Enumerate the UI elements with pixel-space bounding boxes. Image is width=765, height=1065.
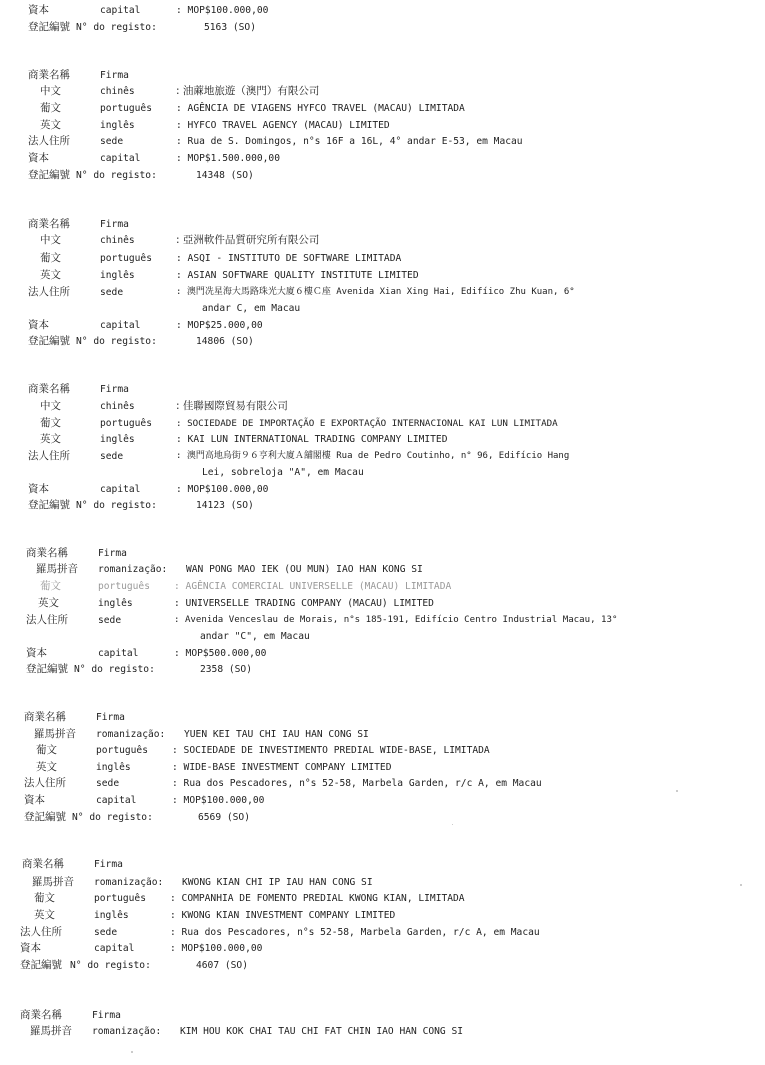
firma-label-zh: 商業名稱 — [28, 69, 70, 81]
portugues-label-zh: 葡文 — [40, 580, 61, 592]
romanized-name: KIM HOU KOK CHAI TAU CHI FAT CHIN IAO HAN CONG SI — [180, 1026, 464, 1037]
registo-label-pt: N° do registo: — [70, 960, 151, 971]
portugues-label-zh: 葡文 — [36, 744, 57, 756]
registo-value: 4607 (SO) — [196, 960, 248, 971]
ingles-label-zh: 英文 — [40, 433, 61, 445]
romanizacao-label-pt: romanização: — [96, 729, 166, 740]
english-name: : UNIVERSELLE TRADING COMPANY (MACAU) LIMITED — [174, 598, 434, 609]
registo-label-zh: 登記編號 — [24, 811, 66, 823]
portugues-label-pt: português — [100, 418, 152, 429]
sede-label-zh: 法人住所 — [28, 135, 70, 147]
registo-value: 2358 (SO) — [200, 664, 252, 675]
firma-label-pt: Firma — [100, 384, 129, 395]
sede-value: : 澳門高地烏街９６亨利大廈Ａ舖閣樓 Rua de Pedro Coutinho, n° 96, Edifício Hang — [176, 451, 570, 461]
chines-label-pt: chinês — [100, 401, 135, 412]
chinese-name: : 佳聯國際貿易有限公司 — [176, 400, 288, 412]
firma-label-pt: Firma — [100, 70, 129, 81]
chines-label-zh: 中文 — [40, 234, 61, 246]
romanized-name: YUEN KEI TAU CHI IAU HAN CONG SI — [184, 729, 369, 740]
romanizacao-label-pt: romanização: — [94, 877, 164, 888]
capital-value: : MOP$100.000,00 — [170, 943, 263, 954]
romanizacao-label-zh: 羅馬拼音 — [32, 876, 74, 888]
capital-label-pt: capital — [100, 484, 141, 495]
registo-label-pt: N° do registo: — [72, 812, 153, 823]
romanizacao-label-pt: romanização: — [98, 564, 168, 575]
sede-label-zh: 法人住所 — [20, 926, 62, 938]
ingles-label-zh: 英文 — [36, 761, 57, 773]
portugues-label-pt: português — [100, 103, 152, 114]
portuguese-name: : SOCIEDADE DE INVESTIMENTO PREDIAL WIDE-BASE, LIMITADA — [172, 745, 490, 756]
portugues-label-pt: português — [100, 253, 152, 264]
scan-speck — [131, 1051, 133, 1053]
portugues-label-zh: 葡文 — [40, 102, 61, 114]
english-name: : KWONG KIAN INVESTMENT COMPANY LIMITED — [170, 910, 396, 921]
sede-label-pt: sede — [100, 451, 124, 462]
firma-label-pt: Firma — [92, 1010, 121, 1021]
sede-value: : Rua de S. Domingos, n°s 16F a 16L, 4° andar E-53, em Macau — [176, 136, 523, 147]
ingles-label-zh: 英文 — [40, 119, 61, 131]
english-name: : WIDE-BASE INVESTMENT COMPANY LIMITED — [172, 762, 392, 773]
sede-label-pt: sede — [96, 778, 120, 789]
ingles-label-zh: 英文 — [38, 597, 59, 609]
english-name: : HYFCO TRAVEL AGENCY (MACAU) LIMITED — [176, 120, 390, 131]
ingles-label-pt: inglês — [98, 598, 133, 609]
chinese-name: : 亞洲軟件品質研究所有限公司 — [176, 234, 320, 246]
registo-label-zh: 登記編號 — [28, 499, 70, 511]
portuguese-name: : ASQI - INSTITUTO DE SOFTWARE LIMITADA — [176, 253, 402, 264]
registo-label-pt: N° do registo: — [76, 336, 157, 347]
firma-label-pt: Firma — [98, 548, 127, 559]
romanizacao-label-zh: 羅馬拼音 — [30, 1025, 72, 1037]
registo-label-zh: 登記編號 — [26, 663, 68, 675]
registo-label-zh: 登記編號 — [20, 959, 62, 971]
registo-label-pt: N° do registo: — [76, 22, 157, 33]
firma-label-zh: 商業名稱 — [28, 218, 70, 230]
capital-value: : MOP$25.000,00 — [176, 320, 263, 331]
capital-label-zh: 資本 — [20, 942, 41, 954]
ingles-label-pt: inglês — [100, 120, 135, 131]
ingles-label-pt: inglês — [100, 270, 135, 281]
ingles-label-pt: inglês — [96, 762, 131, 773]
capital-label-zh: 資本 — [28, 483, 49, 495]
scan-speck — [740, 884, 742, 886]
romanizacao-label-zh: 羅馬拼音 — [36, 563, 78, 575]
firma-label-zh: 商業名稱 — [26, 547, 68, 559]
romanizacao-label-pt: romanização: — [92, 1026, 162, 1037]
sede-label-zh: 法人住所 — [24, 777, 66, 789]
registo-value: 6569 (SO) — [198, 812, 250, 823]
sede-label-pt: sede — [100, 136, 124, 147]
ingles-label-pt: inglês — [100, 434, 135, 445]
sede-value: : 澳門冼星海大馬路珠光大廈６樓Ｃ座 Avenida Xian Xing Hai, Edifíico Zhu Kuan, 6° — [176, 287, 575, 297]
sede-value-continued: andar "C", em Macau — [200, 631, 310, 642]
portugues-label-pt: português — [98, 581, 150, 592]
firma-label-zh: 商業名稱 — [20, 1009, 62, 1021]
chines-label-zh: 中文 — [40, 85, 61, 97]
capital-label-pt: capital — [100, 320, 141, 331]
portugues-label-zh: 葡文 — [40, 252, 61, 264]
firma-label-zh: 商業名稱 — [22, 858, 64, 870]
sede-label-pt: sede — [100, 287, 124, 298]
registo-value: 5163 (SO) — [204, 22, 256, 33]
portugues-label-pt: português — [96, 745, 148, 756]
ingles-label-zh: 英文 — [40, 269, 61, 281]
sede-value: : Avenida Venceslau de Morais, n°s 185-191, Edifício Centro Industrial Macau, 13° — [174, 615, 618, 625]
registo-value: 14348 (SO) — [196, 170, 254, 181]
sede-value: : Rua dos Pescadores, n°s 52-58, Marbela Garden, r/c A, em Macau — [170, 927, 540, 938]
portuguese-name: : AGÊNCIA DE VIAGENS HYFCO TRAVEL (MACAU) LIMITADA — [176, 103, 465, 114]
capital-value: : MOP$100.000,00 — [176, 5, 269, 16]
capital-value: : MOP$500.000,00 — [174, 648, 267, 659]
ingles-label-zh: 英文 — [34, 909, 55, 921]
portuguese-name: : SOCIEDADE DE IMPORTAÇÃO E EXPORTAÇÃO INTERNACIONAL KAI LUN LIMITADA — [176, 418, 558, 429]
sede-label-pt: sede — [94, 927, 118, 938]
sede-label-pt: sede — [98, 615, 122, 626]
sede-label-zh: 法人住所 — [28, 450, 70, 462]
portugues-label-zh: 葡文 — [34, 892, 55, 904]
sede-label-zh: 法人住所 — [26, 614, 68, 626]
portuguese-name: : AGÊNCIA COMERCIAL UNIVERSELLE (MACAU) LIMITADA — [174, 581, 452, 592]
capital-value: : MOP$100.000,00 — [176, 484, 269, 495]
sede-label-zh: 法人住所 — [28, 286, 70, 298]
registo-label-pt: N° do registo: — [76, 170, 157, 181]
firma-label-pt: Firma — [96, 712, 125, 723]
firma-label-pt: Firma — [94, 859, 123, 870]
capital-label-pt: capital — [100, 5, 141, 16]
romanized-name: WAN PONG MAO IEK (OU MUN) IAO HAN KONG SI — [186, 564, 423, 575]
capital-label-zh: 資本 — [26, 647, 47, 659]
chines-label-pt: chinês — [100, 235, 135, 246]
chines-label-pt: chinês — [100, 86, 135, 97]
capital-label-zh: 資本 — [28, 4, 49, 16]
registo-label-pt: N° do registo: — [76, 500, 157, 511]
capital-label-pt: capital — [98, 648, 139, 659]
portugues-label-pt: português — [94, 893, 146, 904]
chinese-name: : 油蔴地旅遊（澳門）有限公司 — [176, 85, 320, 97]
sede-value-continued: Lei, sobreloja "A", em Macau — [202, 467, 364, 478]
capital-label-zh: 資本 — [28, 319, 49, 331]
capital-label-zh: 資本 — [28, 152, 49, 164]
registo-label-zh: 登記編號 — [28, 335, 70, 347]
capital-label-pt: capital — [96, 795, 137, 806]
sede-value: : Rua dos Pescadores, n°s 52-58, Marbela Garden, r/c A, em Macau — [172, 778, 542, 789]
registo-value: 14123 (SO) — [196, 500, 254, 511]
firma-label-zh: 商業名稱 — [28, 383, 70, 395]
capital-value: : MOP$100.000,00 — [172, 795, 265, 806]
registo-label-zh: 登記編號 — [28, 169, 70, 181]
romanizacao-label-zh: 羅馬拼音 — [34, 728, 76, 740]
sede-value-continued: andar C, em Macau — [202, 303, 301, 314]
scan-speck — [676, 790, 678, 792]
firma-label-zh: 商業名稱 — [24, 711, 66, 723]
capital-label-pt: capital — [94, 943, 135, 954]
registo-label-zh: 登記編號 — [28, 21, 70, 33]
english-name: : KAI LUN INTERNATIONAL TRADING COMPANY LIMITED — [176, 434, 448, 445]
registo-value: 14806 (SO) — [196, 336, 254, 347]
portugues-label-zh: 葡文 — [40, 417, 61, 429]
registo-label-pt: N° do registo: — [74, 664, 155, 675]
capital-label-zh: 資本 — [24, 794, 45, 806]
ingles-label-pt: inglês — [94, 910, 129, 921]
portuguese-name: : COMPANHIA DE FOMENTO PREDIAL KWONG KIAN, LIMITADA — [170, 893, 465, 904]
scan-speck — [452, 824, 453, 825]
chines-label-zh: 中文 — [40, 400, 61, 412]
firma-label-pt: Firma — [100, 219, 129, 230]
english-name: : ASIAN SOFTWARE QUALITY INSTITUTE LIMITED — [176, 270, 419, 281]
capital-label-pt: capital — [100, 153, 141, 164]
capital-value: : MOP$1.500.000,00 — [176, 153, 280, 164]
romanized-name: KWONG KIAN CHI IP IAU HAN CONG SI — [182, 877, 373, 888]
